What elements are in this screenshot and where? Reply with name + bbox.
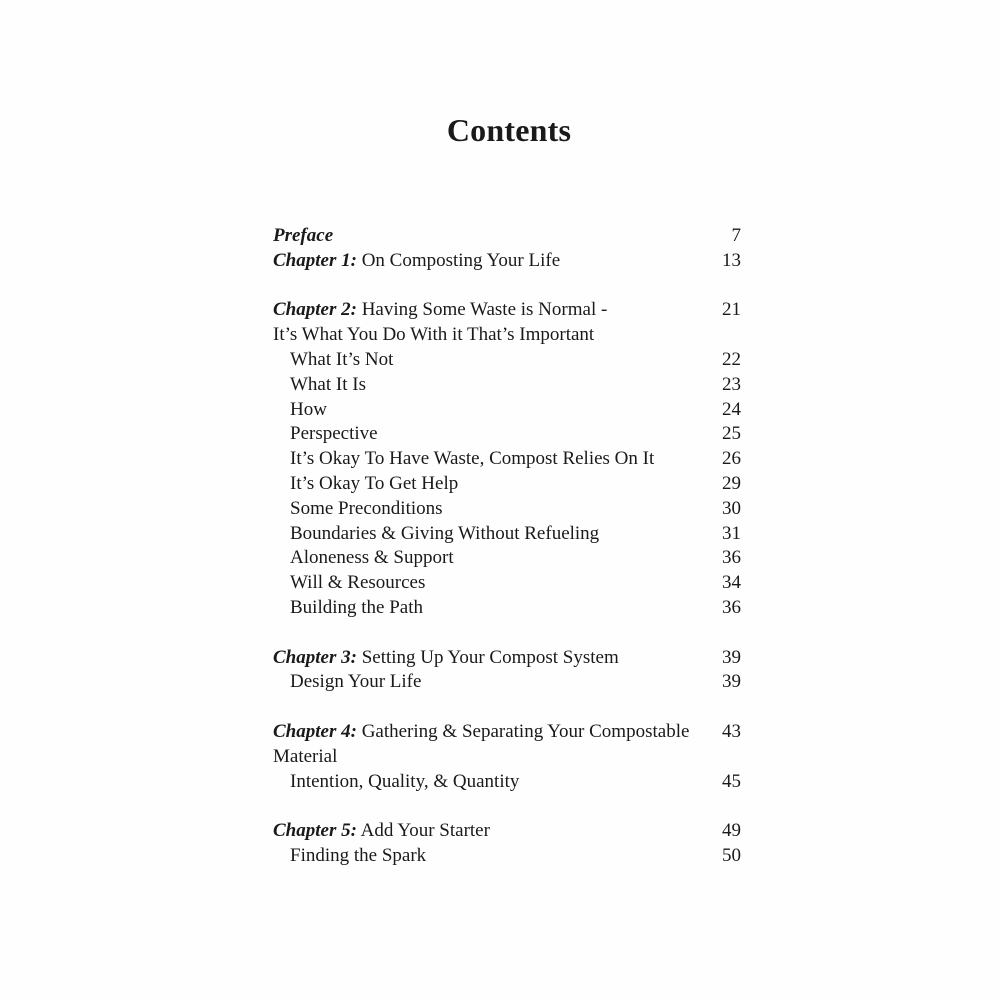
page-number: 49 [722,820,741,842]
entry-title: Add Your Starter [356,820,490,842]
toc-subentry [273,546,741,571]
toc-entry-chapter-4 [273,720,741,745]
page-number: 50 [722,844,741,866]
page-number: 45 [722,770,741,792]
toc-entry-preface [273,224,741,249]
entry-label: Chapter 1: [273,249,357,271]
page-number: 36 [722,596,741,618]
page-number: 24 [722,398,741,420]
entry-title: What It’s Not [290,348,394,370]
toc-entry-chapter-5 [273,819,741,844]
page-number: 13 [722,249,741,271]
page-number: 22 [722,348,741,370]
entry-title: Building the Path [290,596,423,618]
entry-title: Having Some Waste is Normal - [356,299,608,321]
page-number: 29 [722,472,741,494]
toc-subentry [273,497,741,522]
toc-subentry [273,770,741,795]
toc-entry-chapter-2 [273,298,741,323]
entry-title: Design Your Life [290,671,422,693]
page-number: 7 [731,225,741,246]
toc-subentry [273,571,741,596]
page-number: 43 [722,720,741,742]
entry-title: It’s Okay To Get Help [290,472,459,494]
page-number: 30 [722,497,741,519]
entry-label: Chapter 3: [273,646,357,668]
entry-title: Will & Resources [290,572,426,594]
entry-title: Intention, Quality, & Quantity [290,770,520,792]
toc-subentry [273,522,741,547]
page-number: 31 [722,522,741,544]
page-number: 26 [722,448,741,470]
entry-title: Finding the Spark [290,844,427,866]
page-number: 21 [722,299,741,321]
entry-label: Chapter 2: [273,299,357,321]
entry-title: What It Is [290,373,366,395]
entry-label: Chapter 5: [273,820,357,842]
entry-label: Preface [273,225,334,246]
entry-title: Setting Up Your Compost System [356,646,619,668]
entry-title: It’s Okay To Have Waste, Compost Relies On It [290,448,655,470]
table-of-contents [273,224,741,869]
entry-title: Perspective [290,423,378,445]
toc-subentry [273,447,741,472]
page-number: 39 [722,671,741,693]
toc-subentry [273,422,741,447]
page-number: 39 [722,646,741,668]
toc-entry-chapter-3 [273,646,741,671]
entry-title: Gathering & Separating Your Compostable [356,720,690,742]
entry-title: How [290,398,327,420]
toc-entry-chapter-1 [273,249,741,274]
page-number: 34 [722,572,741,594]
toc-subentry [273,398,741,423]
entry-title: Aloneness & Support [290,547,454,569]
entry-title-continuation: Material [273,745,338,767]
entry-title: Boundaries & Giving Without Refueling [290,522,600,544]
page-number: 23 [722,373,741,395]
toc-subentry [273,670,741,695]
toc-subentry [273,844,741,869]
entry-title: Some Preconditions [290,497,443,519]
entry-title: On Composting Your Life [356,249,561,271]
toc-subentry [273,472,741,497]
toc-subentry [273,348,741,373]
page-number: 25 [722,423,741,445]
entry-label: Chapter 4: [273,720,357,742]
entry-title-continuation: It’s What You Do With it That’s Important [273,324,595,346]
toc-subentry [273,373,741,398]
toc-subentry [273,596,741,621]
page-number: 36 [722,547,741,569]
page-title: Contents [446,112,572,148]
